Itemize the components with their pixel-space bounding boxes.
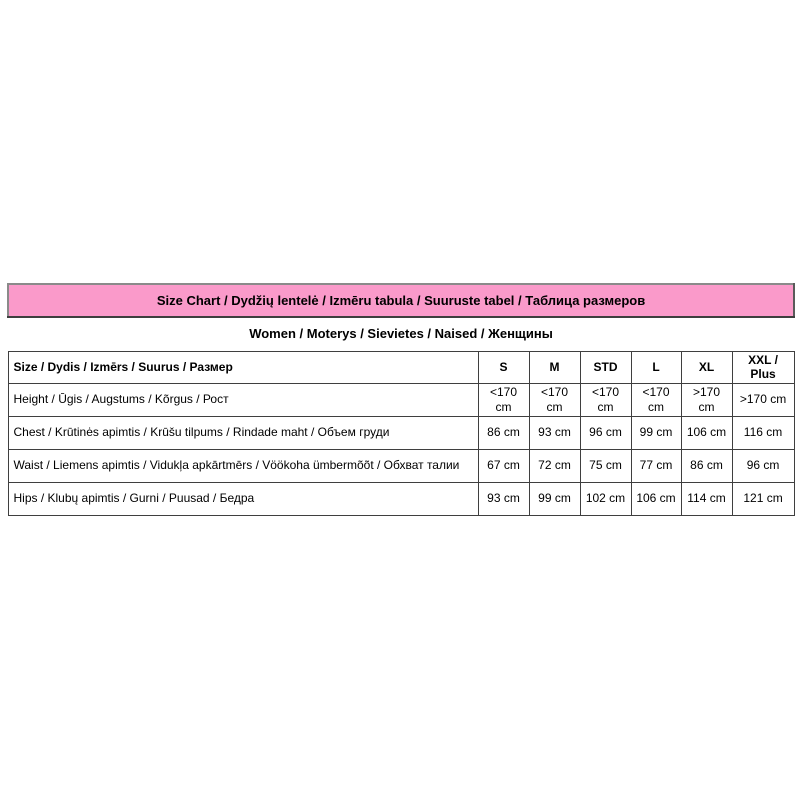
hips-value-std: 102 cm: [580, 482, 631, 515]
height-value-s: <170 cm: [478, 383, 529, 416]
chest-value-xxl: 116 cm: [732, 416, 794, 449]
row-label-height: Height / Ūgis / Augstums / Kõrgus / Рост: [8, 383, 478, 416]
waist-value-std: 75 cm: [580, 449, 631, 482]
title-row: [8, 284, 794, 317]
waist-value-s: 67 cm: [478, 449, 529, 482]
row-label-waist: Waist / Liemens apimtis / Vidukļa apkārtmērs / Vöökoha ümbermõõt / Обхват талии: [8, 449, 478, 482]
size-column-xxl-plus: XXL / Plus: [732, 351, 794, 383]
height-value-xl: >170 cm: [681, 383, 732, 416]
hips-value-l: 106 cm: [631, 482, 681, 515]
chest-value-l: 99 cm: [631, 416, 681, 449]
size-column-l: L: [631, 351, 681, 383]
chest-value-s: 86 cm: [478, 416, 529, 449]
row-label-chest: Chest / Krūtinės apimtis / Krūšu tilpums / Rindade maht / Объем груди: [8, 416, 478, 449]
size-chart-table: [7, 283, 795, 516]
waist-value-xxl: 96 cm: [732, 449, 794, 482]
chest-value-std: 96 cm: [580, 416, 631, 449]
size-column-std: STD: [580, 351, 631, 383]
table-row-chest: [8, 416, 794, 449]
hips-value-s: 93 cm: [478, 482, 529, 515]
size-column-m: M: [529, 351, 580, 383]
chest-value-xl: 106 cm: [681, 416, 732, 449]
size-column-s: S: [478, 351, 529, 383]
size-column-xl: XL: [681, 351, 732, 383]
height-value-xxl: >170 cm: [732, 383, 794, 416]
waist-value-l: 77 cm: [631, 449, 681, 482]
table-row-hips: [8, 482, 794, 515]
size-chart-title: Size Chart / Dydžių lentelė / Izmēru tabula / Suuruste tabel / Таблица размеров: [8, 284, 794, 317]
table-row-height: [8, 383, 794, 416]
hips-value-m: 99 cm: [529, 482, 580, 515]
height-value-std: <170 cm: [580, 383, 631, 416]
size-header-row: [8, 351, 794, 383]
gender-subtitle: Women / Moterys / Sievietes / Naised / Женщины: [249, 326, 553, 342]
height-value-l: <170 cm: [631, 383, 681, 416]
hips-value-xxl: 121 cm: [732, 482, 794, 515]
table-row-waist: [8, 449, 794, 482]
size-header-label: Size / Dydis / Izmērs / Suurus / Размер: [8, 351, 478, 383]
chest-value-m: 93 cm: [529, 416, 580, 449]
row-label-hips: Hips / Klubų apimtis / Gurni / Puusad / Бедра: [8, 482, 478, 515]
gender-row: [8, 317, 794, 351]
hips-value-xl: 114 cm: [681, 482, 732, 515]
waist-value-m: 72 cm: [529, 449, 580, 482]
height-value-m: <170 cm: [529, 383, 580, 416]
waist-value-xl: 86 cm: [681, 449, 732, 482]
